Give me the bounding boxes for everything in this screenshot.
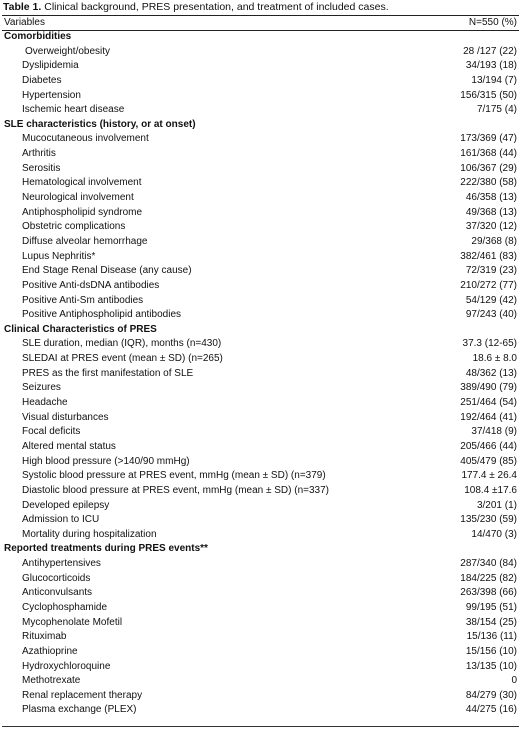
section-title: Reported treatments during PRES events**	[4, 543, 208, 555]
table-row	[2, 191, 519, 206]
table-row	[2, 294, 519, 309]
table-row	[2, 440, 519, 455]
table-row	[2, 528, 519, 543]
header-n: N=550 (%)	[468, 17, 517, 28]
row-label: Azathioprine	[22, 645, 78, 657]
row-label: Hematological involvement	[22, 177, 142, 189]
row-label: Mortality during hospitalization	[22, 528, 157, 540]
table-row	[2, 59, 519, 74]
table-row	[2, 162, 519, 177]
row-value: 192/464 (41)	[460, 411, 517, 423]
section-header-row	[2, 30, 519, 45]
table-row	[2, 601, 519, 616]
table-row	[2, 89, 519, 104]
table-header	[2, 15, 519, 31]
row-label: Overweight/obesity	[25, 45, 111, 57]
table-caption	[3, 1, 519, 14]
row-value: 287/340 (84)	[460, 558, 517, 570]
table-row	[2, 45, 519, 60]
table-row	[2, 674, 519, 689]
row-label: Diastolic blood pressure at PRES event, mmHg (mean ± SD) (n=337)	[22, 484, 330, 496]
table-row	[2, 235, 519, 250]
row-label: Cyclophosphamide	[22, 601, 108, 613]
row-label: Obstetric complications	[22, 221, 126, 233]
row-label: Lupus Nephritis*	[22, 250, 96, 262]
row-value: 97/243 (40)	[465, 309, 517, 321]
table-row	[2, 689, 519, 704]
row-label: Focal deficits	[22, 426, 81, 438]
row-label: Altered mental status	[22, 440, 116, 452]
row-value: 46/358 (13)	[465, 192, 517, 204]
table-row	[2, 337, 519, 352]
table-row	[2, 264, 519, 279]
table-row	[2, 206, 519, 221]
table-row	[2, 381, 519, 396]
row-value: 222/380 (58)	[460, 177, 517, 189]
section-header-row	[2, 118, 519, 133]
row-value: 210/272 (77)	[460, 279, 517, 291]
row-value: 108.4 ±17.6	[464, 484, 517, 496]
row-label: Neurological involvement	[22, 192, 134, 204]
row-label: Systolic blood pressure at PRES event, mmHg (mean ± SD) (n=379)	[22, 470, 326, 482]
row-value: 49/368 (13)	[465, 206, 517, 218]
row-value: 13/135 (10)	[465, 660, 517, 672]
row-value: 251/464 (54)	[460, 397, 517, 409]
row-value: 173/369 (47)	[460, 133, 517, 145]
row-label: Dyslipidemia	[22, 60, 79, 72]
row-label: Developed epilepsy	[22, 499, 110, 511]
row-label: Hydroxychloroquine	[22, 660, 111, 672]
table-row	[2, 74, 519, 89]
row-value: 44/275 (16)	[465, 704, 517, 716]
caption-label: Table 1.	[3, 1, 42, 13]
row-value: 99/195 (51)	[465, 601, 517, 613]
row-value: 37/418 (9)	[471, 426, 517, 438]
row-value: 382/461 (83)	[460, 250, 517, 262]
row-label: Methotrexate	[22, 675, 81, 687]
row-label: Serositis	[22, 162, 61, 174]
table-row	[2, 352, 519, 367]
table-row	[2, 616, 519, 631]
row-value: 54/129 (42)	[465, 294, 517, 306]
row-value: 205/466 (44)	[460, 440, 517, 452]
row-value: 15/136 (11)	[466, 631, 517, 643]
row-value: 161/368 (44)	[460, 148, 517, 160]
row-value: 14/470 (3)	[471, 528, 517, 540]
row-value: 34/193 (18)	[465, 60, 517, 72]
section-header-row	[2, 323, 519, 338]
row-label: Glucocorticoids	[22, 572, 91, 584]
row-label: Positive Anti-Sm antibodies	[22, 294, 144, 306]
row-label: Arthritis	[22, 148, 56, 160]
row-label: Mucocutaneous involvement	[22, 133, 149, 145]
row-value: 37.3 (12-65)	[462, 338, 517, 350]
row-value: 106/367 (29)	[460, 162, 517, 174]
section-header-row	[2, 542, 519, 557]
row-label: Renal replacement therapy	[22, 689, 143, 701]
row-value: 37/320 (12)	[465, 221, 517, 233]
row-label: Admission to ICU	[22, 514, 100, 526]
table-row	[2, 411, 519, 426]
header-variables: Variables	[4, 17, 45, 28]
row-label: Ischemic heart disease	[22, 104, 125, 116]
row-label: Diffuse alveolar hemorrhage	[22, 235, 148, 247]
row-value: 3/201 (1)	[476, 499, 517, 511]
table-row	[2, 147, 519, 162]
row-label: PRES as the first manifestation of SLE	[22, 367, 194, 379]
table-row	[2, 396, 519, 411]
row-value: 184/225 (82)	[460, 572, 517, 584]
row-value: 29/368 (8)	[471, 235, 517, 247]
row-value: 18.6 ± 8.0	[472, 353, 517, 365]
table-row	[2, 557, 519, 572]
section-title: Clinical Characteristics of PRES	[4, 323, 157, 335]
row-value: 135/230 (59)	[460, 514, 517, 526]
section-title: SLE characteristics (history, or at onset)	[4, 118, 196, 130]
row-value: 38/154 (25)	[465, 616, 517, 628]
table-row	[2, 703, 519, 718]
table-row	[2, 425, 519, 440]
row-value: 13/194 (7)	[471, 74, 517, 86]
row-value: 28 /127 (22)	[463, 45, 517, 57]
row-label: SLE duration, median (IQR), months (n=430)	[22, 338, 222, 350]
table-row	[2, 586, 519, 601]
table-row	[2, 176, 519, 191]
row-label: Anticonvulsants	[22, 587, 93, 599]
row-label: SLEDAI at PRES event (mean ± SD) (n=265)	[22, 353, 223, 365]
row-value: 72/319 (23)	[465, 265, 517, 277]
row-label: Antihypertensives	[22, 558, 101, 570]
caption-text: Clinical background, PRES presentation, and treatment of included cases.	[41, 1, 389, 13]
row-value: 15/156 (10)	[465, 645, 517, 657]
table-row	[2, 279, 519, 294]
table-row	[2, 484, 519, 499]
table-row	[2, 250, 519, 265]
row-label: Antiphospholipid syndrome	[22, 206, 143, 218]
row-label: Hypertension	[22, 89, 81, 101]
table-row	[2, 645, 519, 660]
row-value: 405/479 (85)	[460, 455, 517, 467]
row-value: 177.4 ± 26.4	[461, 470, 517, 482]
row-label: Diabetes	[22, 74, 62, 86]
row-label: Positive Anti-dsDNA antibodies	[22, 279, 160, 291]
row-value: 0	[511, 675, 517, 687]
row-label: High blood pressure (>140/90 mmHg)	[22, 455, 190, 467]
row-label: End Stage Renal Disease (any cause)	[22, 265, 192, 277]
row-value: 156/315 (50)	[460, 89, 517, 101]
table-row	[2, 367, 519, 382]
table-row	[2, 103, 519, 118]
table-row	[2, 455, 519, 470]
table-row	[2, 572, 519, 587]
table-row	[2, 469, 519, 484]
table-body	[2, 30, 519, 718]
row-label: Headache	[22, 397, 68, 409]
row-label: Mycophenolate Mofetil	[22, 616, 123, 628]
row-label: Plasma exchange (PLEX)	[22, 704, 137, 716]
row-value: 389/490 (79)	[460, 382, 517, 394]
row-label: Seizures	[22, 382, 61, 394]
row-label: Positive Antiphospholipid antibodies	[22, 309, 181, 321]
table-row	[2, 660, 519, 675]
row-label: Rituximab	[22, 631, 67, 643]
table-row	[2, 630, 519, 645]
row-value: 84/279 (30)	[465, 689, 517, 701]
table-row	[2, 132, 519, 147]
row-value: 48/362 (13)	[465, 367, 517, 379]
table-row	[2, 513, 519, 528]
table-bottom-rule	[2, 726, 519, 728]
table-row	[2, 308, 519, 323]
section-title: Comorbidities	[4, 31, 72, 42]
table-row	[2, 220, 519, 235]
row-label: Visual disturbances	[22, 411, 109, 423]
row-value: 7/175 (4)	[476, 104, 517, 116]
table-row	[2, 499, 519, 514]
row-value: 263/398 (66)	[460, 587, 517, 599]
